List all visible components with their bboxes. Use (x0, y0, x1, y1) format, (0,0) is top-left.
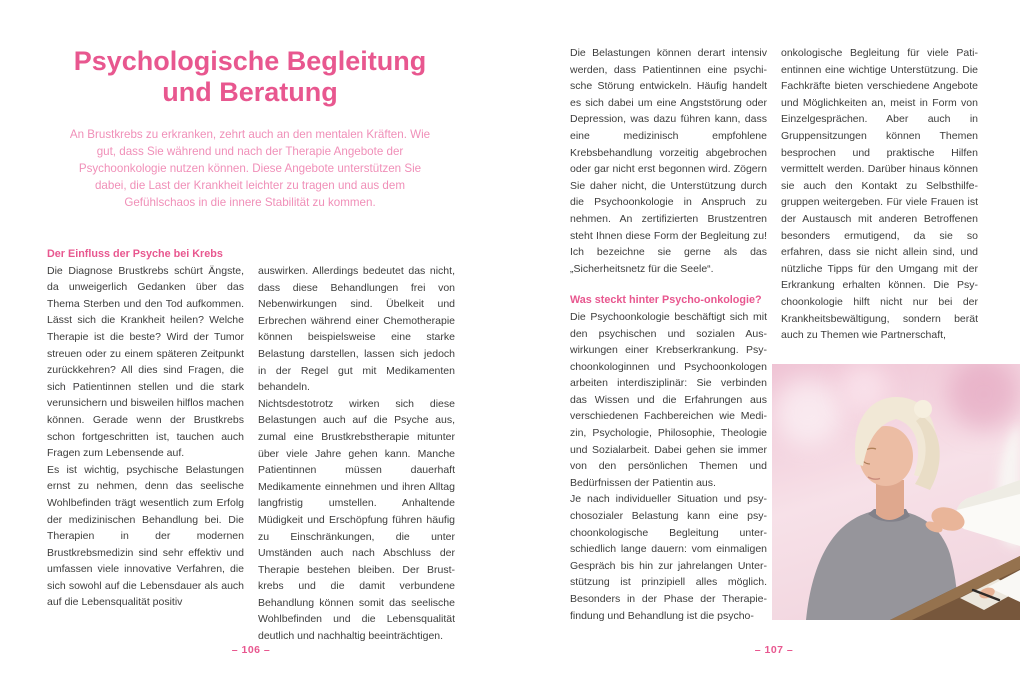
section-heading-einfluss-psyche: Der Einfluss der Psyche bei Krebs (47, 248, 223, 260)
body-paragraph: Es ist wichtig, psychische Belastungen ernst zu nehmen, denn das seelische Wohlbefinden trägt wesentlich zum Erfolg der medizinischen Behandlung bei. Die Therapien in der modernen Brustkrebsmedizin sind sehr effektiv und umfassen viele innovative Verfahren, die sich sowohl auf die Lebensdauer als auch auf die Lebensqualität positiv (47, 463, 244, 609)
body-paragraph: onkologische Begleitung für viele Patientinnen eine wichtige Unterstützung. Die Fachkräfte bieten verschiedene Angebote und Möglichkeiten an, meist in Form von Einzelgesprächen. Aber auch in Gruppensitzungen können Themen besprochen und praktische Hilfen vermittelt werden. Darüber hinaus können sie auch den Kontakt zu Selbsthilfegruppen weitergeben. Für viele Frauen ist der Austausch mit anderen Betroffenen besonders ermutigend, da sie so erfahren, dass sie nicht allein sind, und nützliche Tipps für den Umgang mit der Erkrankung erhalten können. Die Psychoonkologie hilft nicht nur bei der Krankheitsbewältigung, sondern berät auch zu Themen wie Partnerschaft, (781, 47, 978, 342)
body-paragraph: Die Diagnose Brustkrebs schürt Ängste, da unweigerlich Gedanken über das Thema Sterben und den Tod aufkommen. Lässt sich die Krankheit heilen? Welche Therapie ist die beste? Wird der Tumor streuen oder zu einem späteren Zeitpunkt zurückkehren? All dies sind Fragen, die sich Patientinnen stellen und die stark verunsichern und bisweilen hilflos machen können. Gerade wenn der Brustkrebs schon fortgeschritten ist, tauchen auch Fragen zum Lebensende auf. (47, 264, 244, 460)
headscarf-knot (914, 400, 932, 418)
body-paragraph: auswirken. Allerdings bedeutet das nicht, dass diese Behandlungen frei von Nebenwirkungen sind. Übelkeit und Erbrechen während einer Chemotherapie können beispielsweise eine starke Belastung darstellen, lassen sich jedoch in der Regel gut mit Medikamenten behandeln. (258, 265, 455, 394)
right-page-column-1 (570, 45, 767, 624)
patient-neck (876, 480, 904, 520)
section-heading-psychoonkologie: Was steckt hinter Psycho-onkologie? (570, 294, 762, 307)
body-paragraph: Die Psychoonkologie beschäftigt sich mit den psychischen und sozialen Auswirkungen einer Krebserkrankung. Psychoonkologinnen und Psychoonkologen arbeiten interdisziplinär: Sie verbinden das Wissen und die Erfahrungen aus verschiedenen Fachbereichen wie Medizin, Psychologie, Philosophie, Theologie und Sozialarbeit. Dabei gehen sie immer von den persönlichen Themen und Bedürfnissen der Patientin aus. (570, 310, 767, 489)
photo-illustration (772, 364, 1020, 620)
left-page-column-2 (258, 263, 455, 645)
left-page-column-1 (47, 246, 244, 611)
article-title (40, 46, 460, 108)
body-paragraph: Nichtsdestotrotz wirken sich diese Belastungen auch auf die Psyche aus, zumal eine Brustkrebstherapie mitunter über viele Jahre gehen kann. Manche Patientinnen müssen dauerhaft Medikamente einnehmen und ihren Alltag langfristig umstellen. Anhaltende Müdigkeit und Erschöpfung führen häufig zu Einschränkungen, die unter Umständen auch nach Abschluss der Therapie bestehen bleiben. Der Brustkrebs und die damit verbundene Behandlung können somit das seelische Wohlbefinden und die Lebensqualität deutlich und nachhaltig beeinträchtigen. (258, 397, 455, 643)
article-title-line1: Psychologische Begleitung (73, 46, 427, 76)
article-title-line2: und Beratung (162, 77, 338, 107)
intro-paragraph: An Brustkrebs zu erkranken, zehrt auch an den mentalen Kräften. Wie gut, dass Sie während und nach der Therapie Angebote der Psychoonkologie nutzen können. Diese Angebote unterstützen Sie dabei, die Last der Krankheit leichter zu tragen und aus dem Gefühlschaos in die innere Stabilität zu kommen. (69, 128, 431, 209)
page-number-right: – 107 – (754, 644, 794, 656)
right-page-column-2 (781, 45, 978, 344)
body-paragraph: Die Belastungen können derart intensiv werden, dass Patientinnen eine psychische Störung entwickeln. Häufig handelt es sich dabei um eine Angststörung oder Depression, was dazu führen kann, dass eine medizinisch empfohlene Krebsbehandlung vorzeitig abgebrochen oder gar nicht erst begonnen wird. Zögern Sie daher nicht, die Unterstützung durch die Psychoonkologie in Anspruch zu nehmen. An zertifizierten Brustzentren steht Ihnen diese Form der Begleitung zu! Ich bezeichne sie gerne als das „Sicherheitsnetz für die Seele“. (570, 47, 767, 275)
body-paragraph: Je nach individueller Situation und psychosozialer Belastung kann eine psychoonkologische Begleitung unterschiedlich lange dauern: vom einmaligen Gespräch bis hin zur jahrelangen Unterstützung ist prinzipiell alles möglich. Besonders in der Phase der Therapiefindung und Behandlung ist die psycho- (570, 493, 767, 622)
bokeh-light (774, 378, 842, 446)
page-number-left: – 106 – (231, 644, 271, 656)
patient-doctor-photo (772, 364, 1020, 620)
